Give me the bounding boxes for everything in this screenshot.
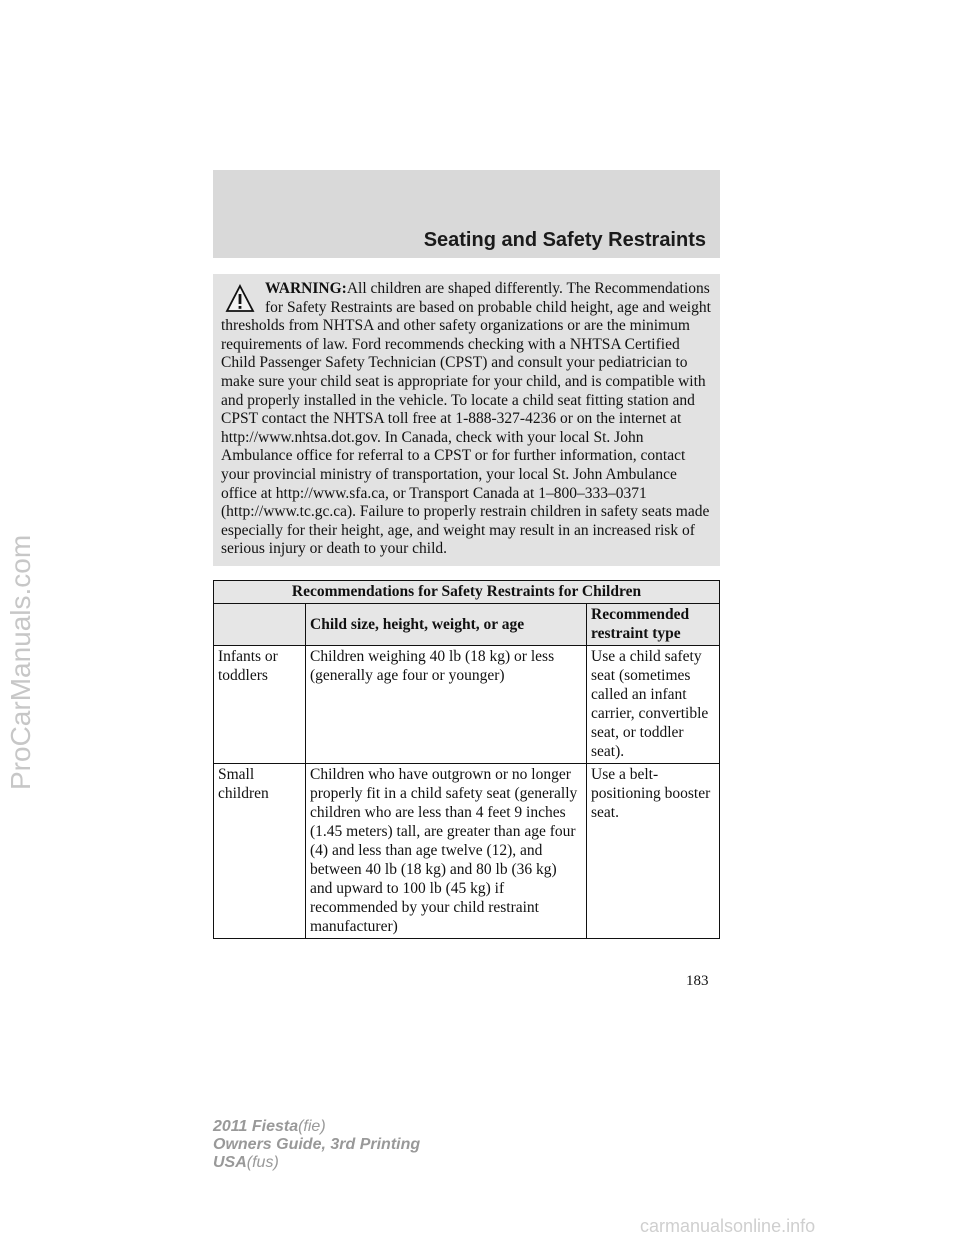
table-cell-restraint: Use a belt-positioning booster seat.: [587, 764, 720, 939]
table-header-size: Child size, height, weight, or age: [306, 604, 587, 646]
warning-triangle-icon: [225, 284, 255, 314]
warning-box: [213, 274, 720, 566]
footer-model: 2011 Fiesta: [213, 1118, 299, 1135]
warning-label: WARNING:: [265, 280, 347, 297]
section-title: Seating and Safety Restraints: [423, 229, 706, 251]
table-cell-size: Children who have outgrown or no longer properly fit in a child safety seat (generally children who are less than 4 feet 9 inches (1.45 meters) tall, are greater than age four (4) and less than age twelve (12), and between 40 lb (18 kg) and 80 lb (36 kg) and upward to 100 lb (45 kg) if recommended by your child restraint manufacturer): [306, 764, 587, 939]
footer-model-code: (fie): [298, 1118, 326, 1135]
table-cell-category: Infants or toddlers: [214, 646, 306, 764]
table-cell-restraint: Use a child safety seat (sometimes called an infant carrier, convertible seat, or toddler seat).: [587, 646, 720, 764]
side-watermark: ProCarManuals.com: [5, 534, 36, 790]
table-row: [214, 764, 720, 939]
warning-text: All children are shaped differently. The Recommendations for Safety Restraints are based on probable child height, age and weight thresholds from NHTSA and other safety organizations or are the minimum requirements of law. Ford recommends checking with a NHTSA Certified Child Passenger Safety Technician (CPST) and consult your pediatrician to make sure your child seat is appropriate for your child, and is compatible with and properly installed in the vehicle. To locate a child seat fitting station and CPST contact the NHTSA toll free at 1-888-327-4236 or on the internet at http://www.nhtsa.dot.gov. In Canada, check with your local St. John Ambulance office for referral to a CPST or for further information, contact your provincial ministry of transportation, your local St. John Ambulance office at http://www.sfa.ca, or Transport Canada at 1–800–333–0371 (http://www.tc.gc.ca). Failure to properly restrain children in safety seats made especially for their height, age, and weight may result in an increased risk of serious injury or death to your child.: [221, 280, 711, 558]
footer-market-code: (fus): [246, 1154, 279, 1171]
bottom-watermark: carmanualsonline.info: [640, 1216, 816, 1236]
footer-market: USA: [213, 1154, 247, 1171]
table-row: [214, 646, 720, 764]
table-header-row: [214, 604, 720, 646]
section-header: [213, 170, 720, 258]
document-footer: [213, 1118, 420, 1172]
table-header-restraint: Recommended restraint type: [587, 604, 720, 646]
table-header-empty: [214, 604, 306, 646]
page-number: 183: [686, 973, 709, 989]
table-title: Recommendations for Safety Restraints for Children: [214, 581, 720, 604]
table-title-row: [214, 581, 720, 604]
table-cell-size: Children weighing 40 lb (18 kg) or less (generally age four or younger): [306, 646, 587, 764]
footer-edition: Owners Guide, 3rd Printing: [213, 1136, 421, 1153]
table-cell-category: Small children: [214, 764, 306, 939]
recommendations-table: [213, 580, 720, 939]
